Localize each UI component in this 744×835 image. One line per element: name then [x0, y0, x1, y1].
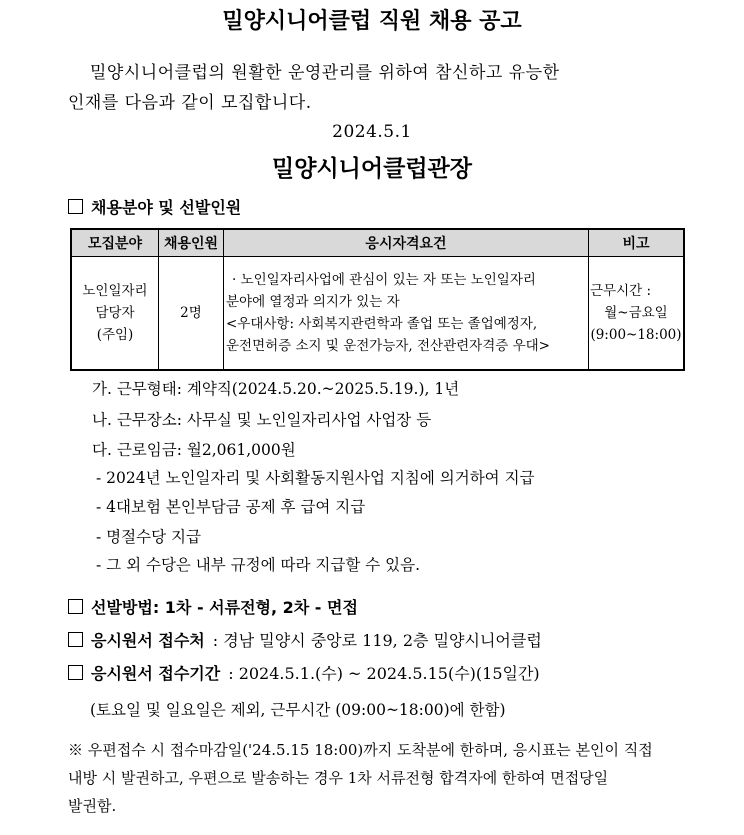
table-row: [71, 257, 684, 371]
text: 운전면허증 소지 및 운전가능자, 전산관련자격증 우대>: [226, 338, 550, 354]
count-cell: 2명: [159, 257, 224, 371]
recruitment-table: [70, 228, 685, 371]
checkbox-square-icon: [68, 199, 83, 214]
section-label: 응시원서 접수기간: [91, 664, 221, 683]
header-cell: 모집분야: [71, 229, 159, 257]
detail-item: - 명절수당 지급: [96, 528, 201, 546]
section-heading: [68, 195, 241, 218]
detail-item: 가. 근무형태: 계약직(2024.5.20.~2025.5.19.), 1년: [92, 380, 460, 398]
intro-line: 인재를 다음과 같이 모집합니다.: [68, 93, 312, 113]
detail-item: 나. 근무장소: 사무실 및 노인일자리사업 사업장 등: [92, 411, 432, 429]
section-value: : 2024.5.1.(수) ~ 2024.5.15(수)(15일간): [228, 664, 540, 683]
header-cell: 채용인원: [159, 229, 224, 257]
section-heading: [68, 595, 358, 618]
issuer: 밀양시니어클럽관장: [272, 156, 472, 182]
text: 근무시간 :: [590, 283, 652, 299]
page-title: 밀양시니어클럽 직원 채용 공고: [222, 9, 522, 34]
header-cell: 응시자격요건: [224, 229, 589, 257]
section-value: : 경남 밀양시 중앙로 119, 2층 밀양시니어클럽: [212, 631, 542, 650]
header-cell: 비고: [589, 229, 685, 257]
detail-item: - 2024년 노인일자리 및 사회활동지원사업 지침에 의거하여 지급: [96, 469, 535, 487]
field-cell: [71, 257, 159, 371]
checkbox-square-icon: [68, 599, 83, 614]
text: (9:00~18:00): [590, 327, 682, 343]
detail-item: 다. 근로임금: 월2,061,000원: [92, 441, 296, 459]
detail-item: - 그 외 수당은 내부 규정에 따라 지급할 수 있음.: [96, 556, 421, 574]
notice-line: 내방 시 발권하고, 우편으로 발송하는 경우 1차 서류전형 합격자에 한하여 면접당일: [68, 769, 609, 787]
checkbox-square-icon: [68, 665, 83, 680]
section-label: 채용분야 및 선발인원: [91, 198, 242, 217]
section-heading: [68, 628, 542, 651]
text: (주임): [96, 327, 134, 343]
text: 담당자: [95, 305, 135, 321]
notice-line: ※ 우편접수 시 접수마감일('24.5.15 18:00)까지 도착분에 한하며, 응시표는 본인이 직접: [68, 741, 653, 759]
text: · 노인일자리사업에 관심이 있는 자 또는 노인일자리: [232, 272, 536, 288]
note-cell: [589, 257, 685, 371]
text: 분야에 열정과 의지가 있는 자: [226, 294, 400, 310]
section-heading: [68, 661, 540, 684]
qualification-cell: [224, 257, 589, 371]
period-note: (토요일 및 일요일은 제외, 근무시간 (09:00~18:00)에 한함): [90, 701, 506, 719]
section-label: 선발방법: 1차 - 서류전형, 2차 - 면접: [91, 598, 358, 617]
date: 2024.5.1: [332, 122, 412, 142]
text: <우대사항: 사회복지관련학과 졸업 또는 졸업예정자,: [226, 316, 538, 332]
checkbox-square-icon: [68, 632, 83, 647]
detail-item: - 4대보험 본인부담금 공제 후 급여 지급: [96, 498, 366, 516]
notice-line: 발권함.: [68, 797, 117, 815]
section-label: 응시원서 접수처: [91, 631, 205, 650]
text: 노인일자리: [82, 283, 148, 299]
intro-line: 밀양시니어클럽의 원활한 운영관리를 위하여 참신하고 유능한: [90, 63, 560, 83]
text: 월~금요일: [604, 305, 668, 321]
